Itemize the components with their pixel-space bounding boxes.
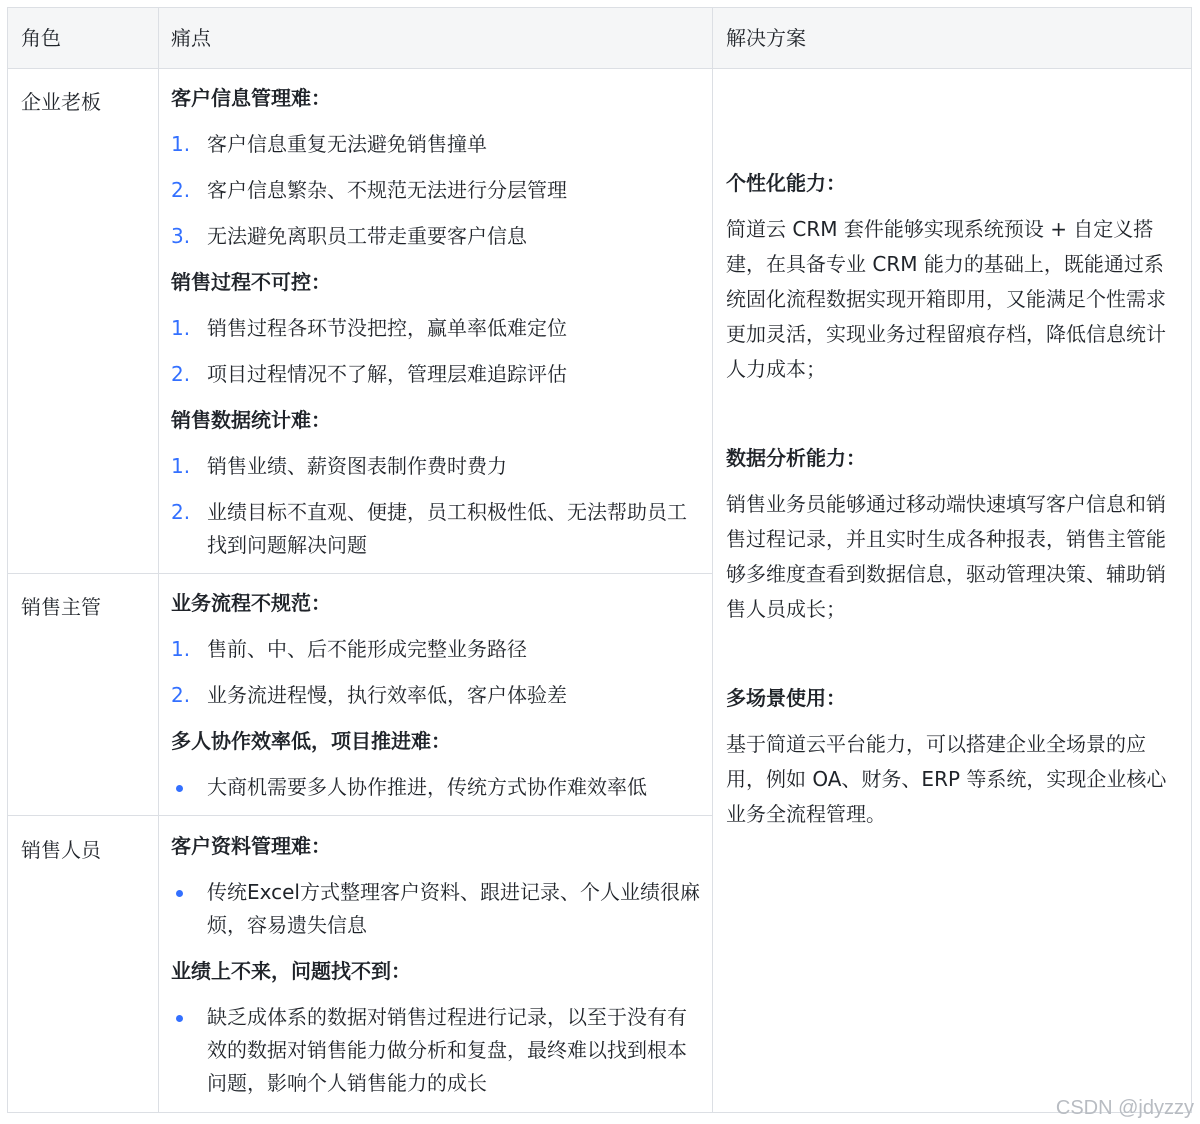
row-divider bbox=[8, 573, 712, 574]
list-number: 1. bbox=[171, 454, 191, 478]
pain-cell bbox=[171, 587, 701, 804]
list-number: 1. bbox=[171, 132, 191, 156]
list-item bbox=[171, 633, 701, 666]
list-item bbox=[171, 496, 701, 562]
solution-title: 个性化能力： bbox=[726, 171, 846, 195]
solution-cell bbox=[726, 167, 1176, 387]
solution-title: 多场景使用： bbox=[726, 686, 846, 710]
list-item-text: 售前、中、后不能形成完整业务路径 bbox=[207, 637, 527, 661]
section-title: 业务流程不规范： bbox=[171, 591, 331, 615]
section-title: 客户资料管理难： bbox=[171, 834, 331, 858]
bullet-dot-icon bbox=[176, 785, 183, 792]
list-item-text: 业务流进程慢，执行效率低，客户体验差 bbox=[207, 683, 567, 707]
section-title: 业绩上不来，问题找不到： bbox=[171, 959, 411, 983]
bullet-item bbox=[171, 1001, 701, 1100]
list-item-text: 销售过程各环节没把控，赢单率低难定位 bbox=[207, 316, 567, 340]
list-number: 1. bbox=[171, 637, 191, 661]
list-number: 1. bbox=[171, 316, 191, 340]
solution-text: 基于简道云平台能力，可以搭建企业全场景的应用，例如 OA、财务、ERP 等系统，实现企业核心业务全流程管理。 bbox=[726, 732, 1167, 826]
list-number: 2. bbox=[171, 500, 191, 524]
bullet-dot-icon bbox=[176, 890, 183, 897]
solution-title: 数据分析能力： bbox=[726, 446, 866, 470]
list-number: 2. bbox=[171, 178, 191, 202]
list-item bbox=[171, 128, 701, 161]
section-title: 客户信息管理难： bbox=[171, 86, 331, 110]
bullet-dot-icon bbox=[176, 1015, 183, 1022]
list-item-text: 销售业绩、薪资图表制作费时费力 bbox=[207, 454, 507, 478]
list-number: 2. bbox=[171, 683, 191, 707]
list-number: 2. bbox=[171, 362, 191, 386]
list-item bbox=[171, 312, 701, 345]
list-item bbox=[171, 174, 701, 207]
solution-text: 销售业务员能够通过移动端快速填写客户信息和销售过程记录，并且实时生成各种报表，销售主管能够多维度查看到数据信息，驱动管理决策、辅助销售人员成长； bbox=[726, 492, 1166, 621]
header-role: 角色 bbox=[21, 26, 61, 50]
watermark: CSDN @jdyzzy bbox=[1055, 1097, 1194, 1119]
list-item-text: 客户信息繁杂、不规范无法进行分层管理 bbox=[207, 178, 567, 202]
list-item bbox=[171, 358, 701, 391]
role-cell: 销售主管 bbox=[21, 595, 101, 619]
list-item bbox=[171, 220, 701, 253]
list-item-text: 无法避免离职员工带走重要客户信息 bbox=[207, 224, 527, 248]
bullet-item-text: 传统Excel方式整理客户资料、跟进记录、个人业绩很麻烦，容易遗失信息 bbox=[207, 880, 700, 937]
list-number: 3. bbox=[171, 224, 191, 248]
bullet-item-text: 大商机需要多人协作推进，传统方式协作难效率低 bbox=[207, 775, 647, 799]
solution-cell bbox=[726, 442, 1176, 627]
column-divider bbox=[712, 8, 713, 1112]
header-pain-points: 痛点 bbox=[171, 26, 211, 50]
bullet-item bbox=[171, 876, 701, 942]
solution-text: 简道云 CRM 套件能够实现系统预设 + 自定义搭建，在具备专业 CRM 能力的基础上，既能通过系统固化流程数据实现开箱即用，又能满足个性需求更加灵活，实现业务过程留痕存档，降低信息统计人力成本； bbox=[726, 217, 1166, 381]
list-item bbox=[171, 450, 701, 483]
section-title: 多人协作效率低，项目推进难： bbox=[171, 729, 451, 753]
role-cell: 销售人员 bbox=[21, 838, 101, 862]
list-item-text: 项目过程情况不了解，管理层难追踪评估 bbox=[207, 362, 567, 386]
pain-cell bbox=[171, 830, 701, 1100]
list-item-text: 客户信息重复无法避免销售撞单 bbox=[207, 132, 487, 156]
list-item-text: 业绩目标不直观、便捷，员工积极性低、无法帮助员工找到问题解决问题 bbox=[207, 500, 687, 557]
role-cell: 企业老板 bbox=[21, 90, 101, 114]
column-divider bbox=[158, 8, 159, 1112]
list-item bbox=[171, 679, 701, 712]
bullet-item bbox=[171, 771, 701, 804]
solution-cell bbox=[726, 682, 1176, 832]
row-divider bbox=[8, 815, 712, 816]
section-title: 销售过程不可控： bbox=[171, 270, 331, 294]
header-solution: 解决方案 bbox=[726, 26, 806, 50]
comparison-table bbox=[7, 7, 1192, 1113]
section-title: 销售数据统计难： bbox=[171, 408, 331, 432]
bullet-item-text: 缺乏成体系的数据对销售过程进行记录，以至于没有有效的数据对销售能力做分析和复盘，最终难以找到根本问题，影响个人销售能力的成长 bbox=[207, 1005, 687, 1095]
header-divider bbox=[8, 68, 1191, 69]
pain-cell bbox=[171, 82, 701, 562]
